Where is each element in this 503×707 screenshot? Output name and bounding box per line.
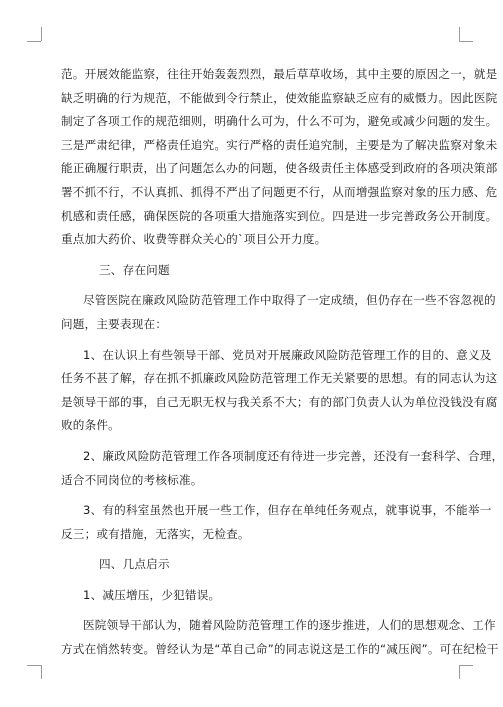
item1-line: 败的条件。 (61, 418, 120, 433)
body-line: 署不抓不行，不认真抓、抓得不严出了问题更不行，从而增强监察对象的压力感、危 (61, 184, 498, 199)
sub1-body-line: 方式在悄然转变。曾经认为是“革自己命”的同志说这是工作的“减压阀”。可在纪检干 (61, 642, 499, 657)
item2-line: 2、廉政风险防范管理工作各项制度还有待进一步完善，还没有一套科学、合理， (83, 448, 503, 463)
body-line: 能正确履行职责，出了问题怎么办的问题，使各级责任主体感受到政府的各项决策部 (61, 161, 498, 176)
body-line: 机感和责任感，确保医院的各项重大措施落实到位。四是进一步完善政务公开制度。 (61, 208, 498, 223)
crop-mark-bottom-right-v (459, 665, 460, 679)
item3-line: 3、有的科室虽然也开展一些工作，但存在单纯任务观点，就事说事，不能举一 (83, 503, 492, 518)
body-line: 三是严肃纪律，严格责任追究。实行严格的责任追究制，主要是为了解决监察对象未 (61, 137, 498, 152)
sub1-body-line: 医院领导干部认为，随着风险防范管理工作的逐步推进，人们的思想观念、工作 (83, 618, 496, 633)
crop-mark-top-right-v (459, 27, 460, 41)
section3-intro-line: 问题，主要表现在： (61, 316, 168, 331)
crop-mark-bottom-right-h (459, 665, 473, 666)
crop-mark-top-left-h (27, 41, 41, 42)
item2-line: 适合不同岗位的考核标准。 (61, 472, 203, 487)
section-heading-4: 四、几点启示 (99, 557, 170, 572)
body-line: 范。开展效能监察，往往开始轰轰烈烈，最后草草收场，其中主要的原因之一，就是 (61, 67, 498, 81)
crop-mark-bottom-left-v (41, 665, 42, 679)
crop-mark-top-right-h (459, 41, 473, 42)
body-line: 制定了各项工作的规范细则，明确什么可为，什么不可为，避免或减少问题的发生。 (61, 114, 498, 129)
item1-line: 任务不甚了解，存在抓不抓廉政风险防范管理工作无关紧要的思想。有的同志认为这 (61, 371, 498, 386)
sub1-heading: 1、减压增压，少犯错误。 (83, 587, 221, 602)
body-line: 缺乏明确的行为规范，不能做到令行禁止，使效能监察缺乏应有的威慑力。因此医院 (61, 90, 498, 105)
section3-intro-line: 尽管医院在廉政风险防范管理工作中取得了一定成绩，但仍存在一些不容忽视的 (83, 293, 496, 308)
body-line: 重点加大药价、收费等群众关心的`项目公开力度。 (61, 232, 327, 247)
crop-mark-bottom-left-h (27, 665, 41, 666)
item1-line: 1、在认识上有些领导干部、党员对开展廉政风险防范管理工作的目的、意义及 (83, 347, 492, 362)
crop-mark-top-left-v (41, 27, 42, 41)
document-body (61, 63, 503, 662)
item1-line: 是领导干部的事，自己无职无权与我关系不大；有的部门负责人认为单位没钱没有腐 (61, 394, 498, 409)
item3-line: 反三；或有措施，无落实，无检查。 (61, 526, 250, 541)
section-heading-3: 三、存在问题 (99, 262, 170, 277)
